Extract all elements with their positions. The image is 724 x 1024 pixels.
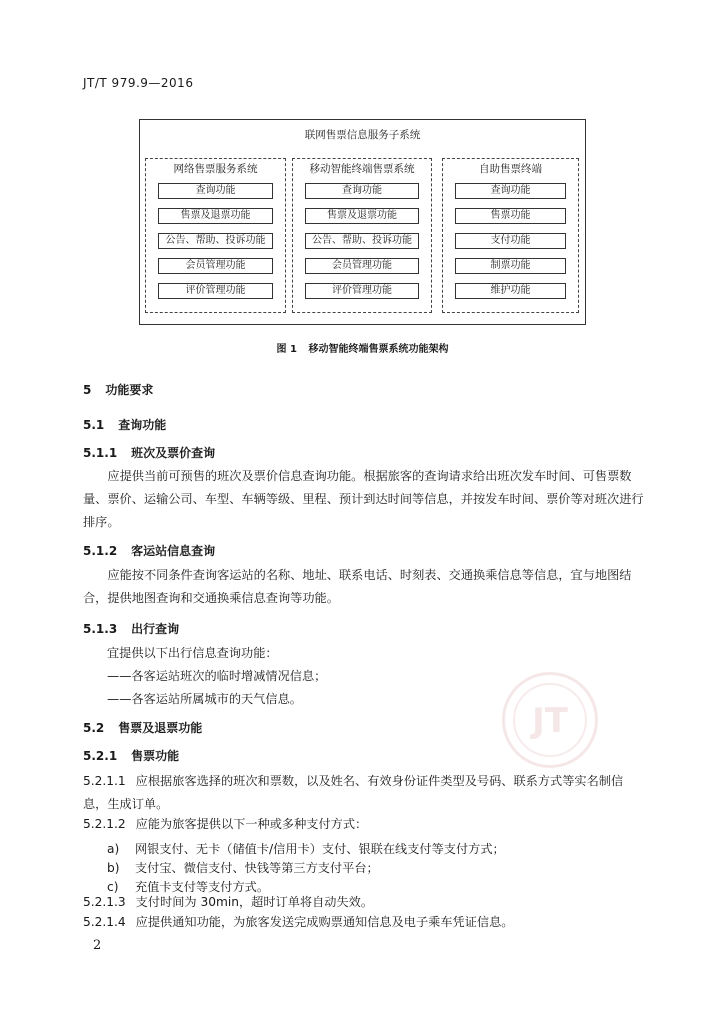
function-box: 维护功能: [455, 283, 566, 299]
section-number: 5.2: [83, 721, 105, 735]
clause-number: 5.2.1.2: [83, 817, 126, 831]
paragraph: 宜提供以下出行信息查询功能：: [107, 646, 278, 660]
section-heading: [83, 620, 179, 637]
function-box: 查询功能: [158, 183, 273, 199]
function-box: 公告、帮助、投诉功能: [158, 233, 273, 249]
function-box: 制票功能: [455, 258, 566, 274]
function-box: 售票及退票功能: [305, 208, 419, 224]
function-box: 售票功能: [455, 208, 566, 224]
section-number: 5.1.1: [83, 446, 118, 460]
paragraph: 应提供当前可预售的班次及票价信息查询功能。根据旅客的查询请求给出班次发车时间、可售票数量、票价、运输公司、车型、车辆等级、里程、预计到达时间等信息，并按发车时间、票价等对班次进行排序。: [83, 469, 644, 529]
list-text: 支付宝、微信支付、快钱等第三方支付平台；: [135, 861, 379, 875]
section-title: 查询功能: [118, 418, 167, 432]
section-heading: [83, 747, 179, 764]
section-heading: [83, 542, 215, 559]
list-label: c): [107, 880, 119, 894]
list-item: ——各客运站班次的临时增减情况信息；: [107, 669, 327, 683]
group-self-service-terminal: [442, 158, 579, 313]
list-text: 充值卡支付等支付方式。: [135, 880, 270, 894]
function-box: 公告、帮助、投诉功能: [305, 233, 419, 249]
section-title: 客运站信息查询: [131, 544, 216, 558]
section-number: 5.2.1: [83, 749, 118, 763]
section-number: 5.1.3: [83, 622, 118, 636]
figure-caption-label: 图 1: [276, 344, 297, 355]
section-title: 班次及票价查询: [131, 446, 216, 460]
function-box: 查询功能: [305, 183, 419, 199]
section-title: 出行查询: [131, 622, 180, 636]
section-number: 5.1.2: [83, 544, 118, 558]
page-number: 2: [93, 938, 102, 953]
list-text: 网银支付、无卡（储值卡/信用卡）支付、银联在线支付等支付方式；: [135, 842, 505, 856]
list-item: ——各客运站所属城市的天气信息。: [107, 692, 302, 706]
function-box: 查询功能: [455, 183, 566, 199]
section-title: 售票功能: [131, 749, 180, 763]
group-title: 移动智能终端售票系统: [309, 163, 415, 175]
list-label: a): [107, 842, 120, 856]
clause-number: 5.2.1.3: [83, 895, 126, 909]
function-box: 会员管理功能: [158, 258, 273, 274]
clause-text: 应能为旅客提供以下一种或多种支付方式：: [135, 817, 368, 831]
section-title: 售票及退票功能: [118, 721, 203, 735]
function-box: 评价管理功能: [305, 283, 419, 299]
section-heading: [83, 416, 166, 433]
section-number: 5.1: [83, 418, 105, 432]
clause-text: 应提供通知功能，为旅客发送完成购票通知信息及电子乘车凭证信息。: [135, 915, 514, 929]
clause-text: 支付时间为 30min，超时订单将自动失效。: [135, 895, 374, 909]
list-label: b): [107, 861, 120, 875]
clause-number: 5.2.1.4: [83, 915, 126, 929]
clause: [83, 770, 645, 816]
jt-watermark-text: JT: [513, 683, 587, 757]
figure-title: 联网售票信息服务子系统: [304, 129, 421, 141]
list-item: [107, 840, 505, 857]
standard-code: JT/T 979.9—2016: [83, 76, 194, 90]
figure-caption: [139, 340, 586, 355]
jt-watermark-logo: [502, 672, 598, 768]
function-box: 售票及退票功能: [158, 208, 273, 224]
function-box: 评价管理功能: [158, 283, 273, 299]
clause: [83, 911, 645, 934]
group-title: 自助售票终端: [479, 163, 542, 175]
function-box: 支付功能: [455, 233, 566, 249]
section-number: 5: [83, 383, 92, 397]
section-heading: [83, 381, 153, 398]
group-mobile-ticketing: [292, 158, 432, 313]
group-online-ticketing: [145, 158, 286, 313]
group-title: 网络售票服务系统: [173, 163, 258, 175]
section-heading: [83, 719, 202, 736]
clause: [83, 813, 645, 836]
figure-caption-text: 移动智能终端售票系统功能架构: [308, 344, 449, 355]
clause-number: 5.2.1.1: [83, 774, 126, 788]
section-title: 功能要求: [105, 383, 154, 397]
function-box: 会员管理功能: [305, 258, 419, 274]
section-heading: [83, 444, 215, 461]
list-item: [107, 859, 379, 876]
paragraph: 应能按不同条件查询客运站的名称、地址、联系电话、时刻表、交通换乘信息等信息，宜与地图结合，提供地图查询和交通换乘信息查询等功能。: [83, 568, 632, 605]
clause-text: 应根据旅客选择的班次和票数，以及姓名、有效身份证件类型及号码、联系方式等实名制信息，生成订单。: [83, 774, 624, 811]
